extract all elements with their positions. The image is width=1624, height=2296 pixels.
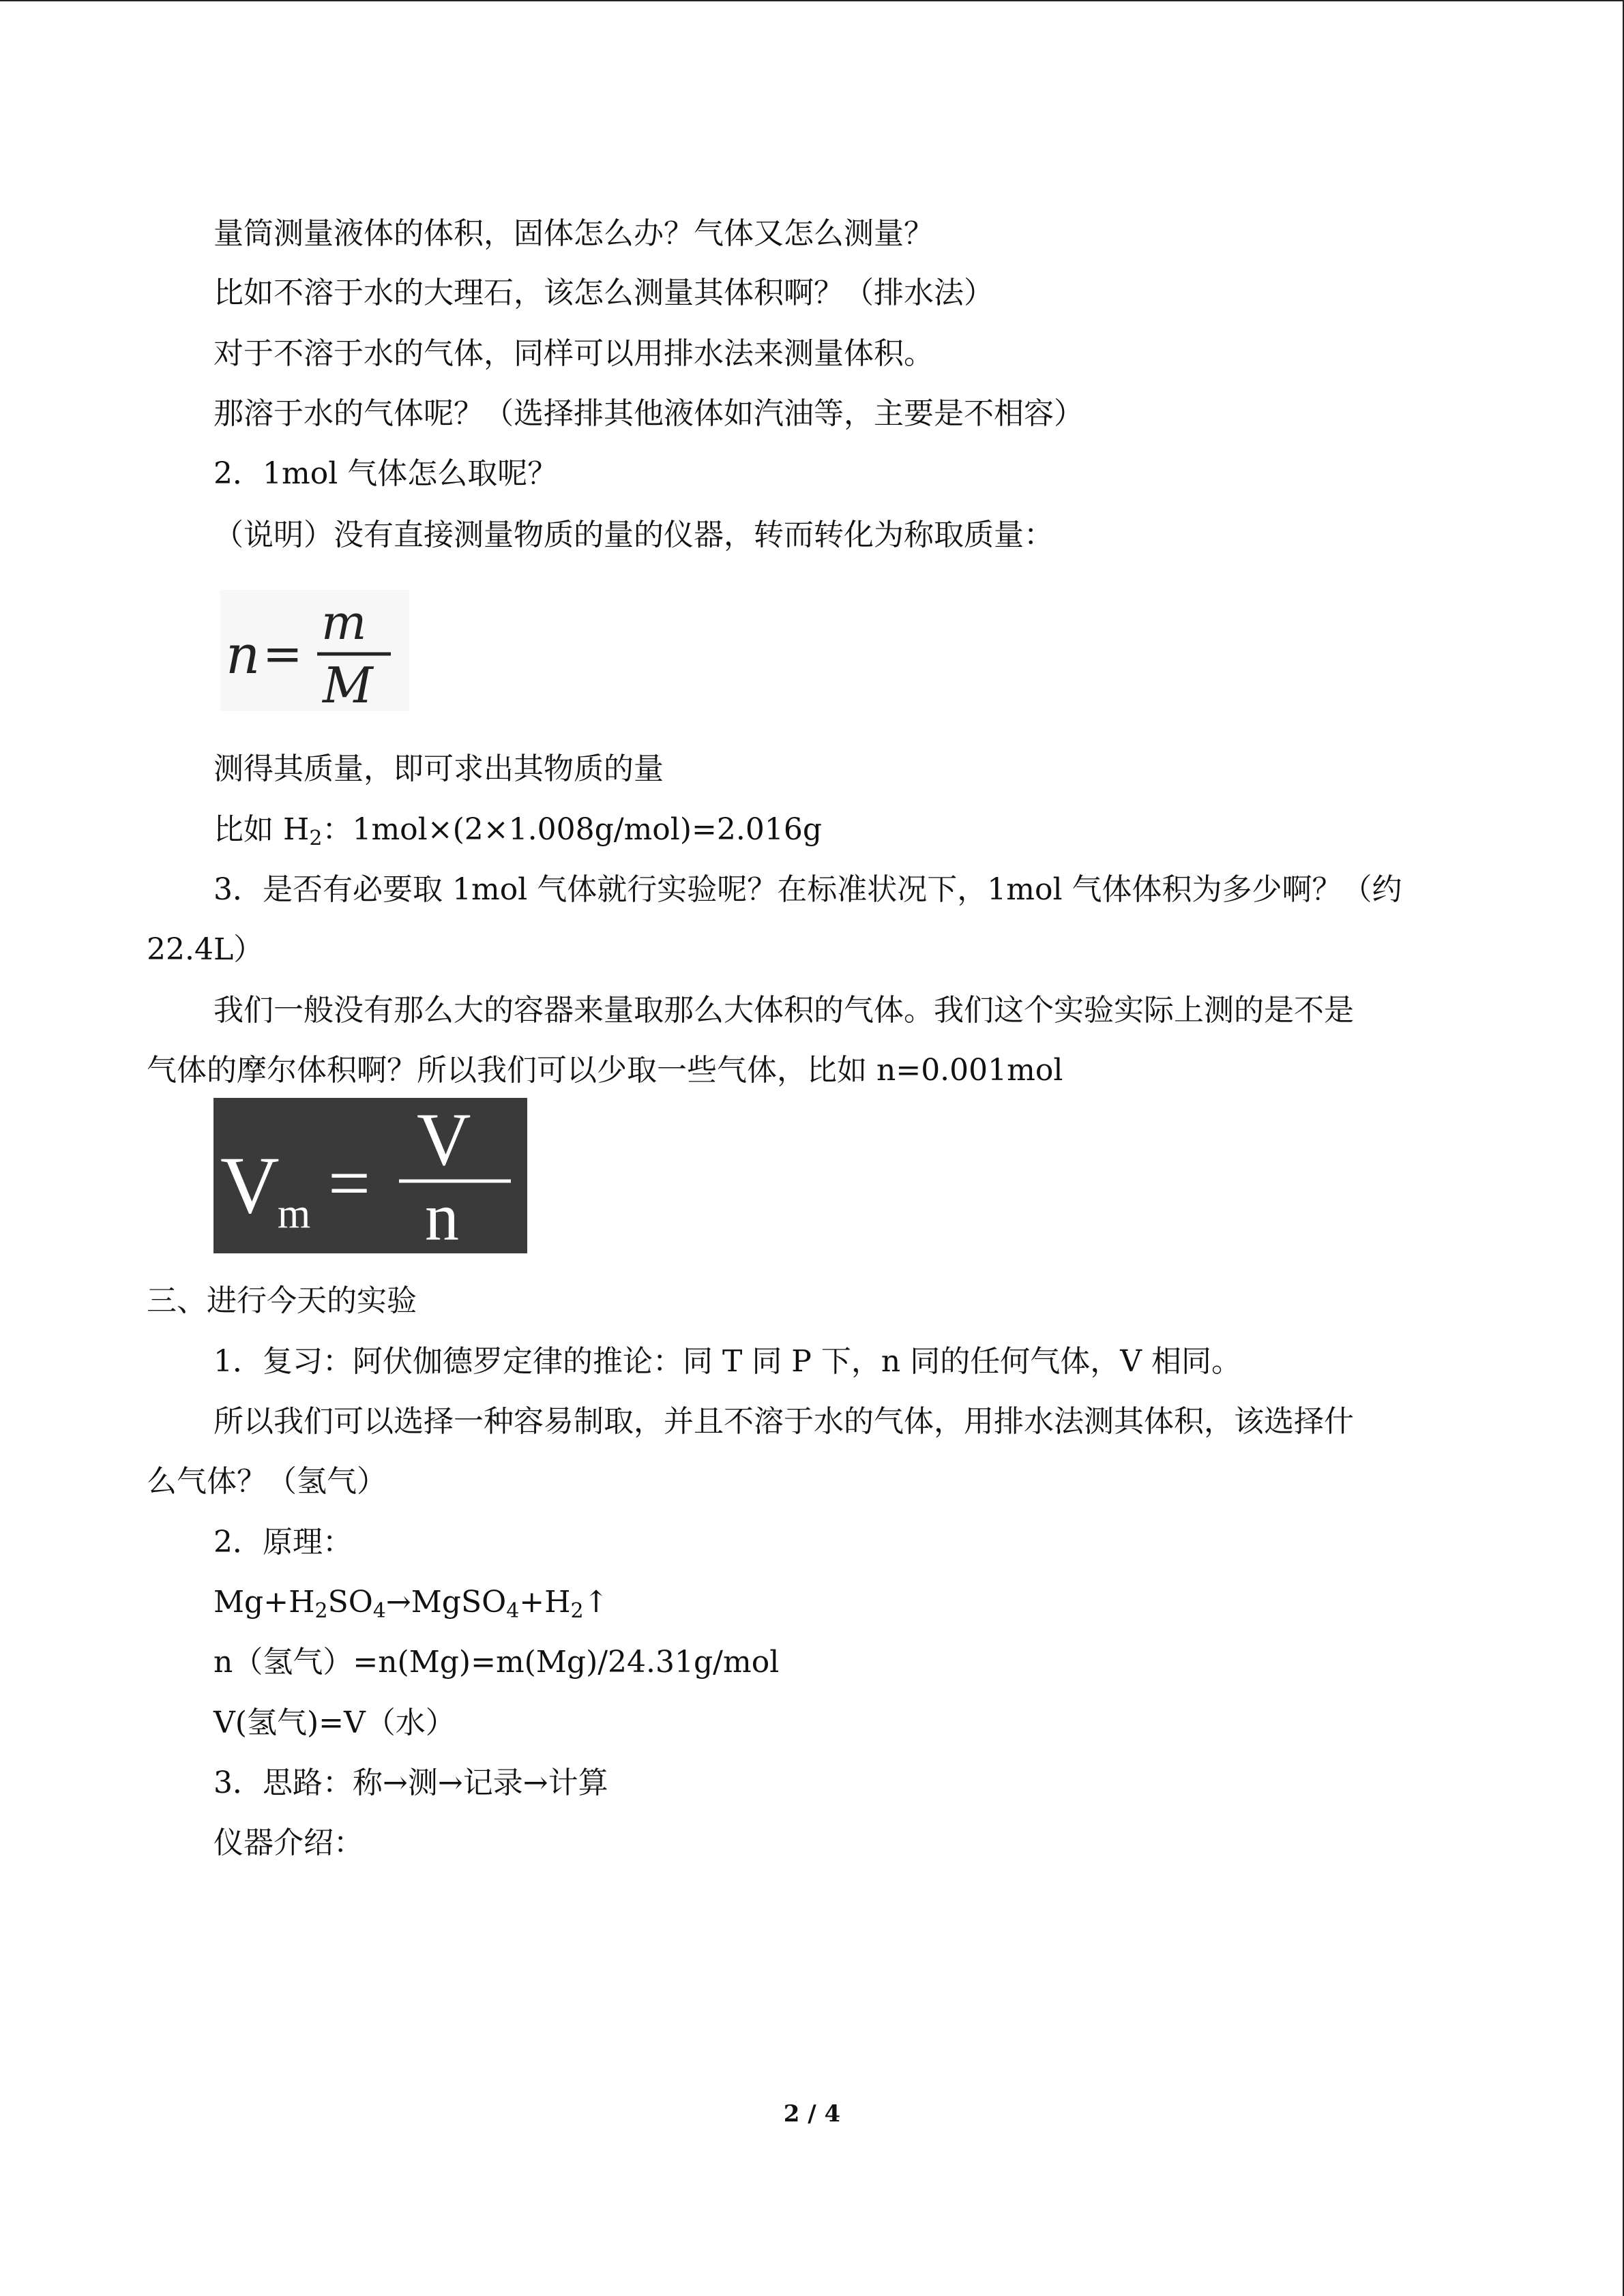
formula-n-image — [220, 590, 409, 711]
section-heading: 三、进行今天的实验 — [147, 1283, 417, 1318]
page-top-border — [0, 0, 1623, 1]
reaction-equation: $Mg+H_2SO_4\to MgSO_4+H_2↑$ — [213, 1585, 609, 1623]
h2-example-line: 比如 $H_2$：1mol×(2×1.008g/mol)=2.016g — [213, 812, 823, 850]
paragraph-line: 3．思路：称→测→记录→计算 — [213, 1765, 608, 1800]
paragraph-line: 1．复习：阿伏伽德罗定律的推论：同 T 同 P 下，n 同的任何气体，V 相同。 — [213, 1344, 1241, 1379]
formula-vm-image — [213, 1098, 527, 1253]
paragraph-line: 比如不溶于水的大理石，该怎么测量其体积啊？（排水法） — [213, 275, 994, 310]
paragraph-line: 2．1mol 气体怎么取呢？ — [213, 456, 558, 491]
paragraph-line: 仪器介绍： — [213, 1825, 364, 1860]
formula-n-denominator: M — [323, 657, 373, 711]
paragraph-line: 3．是否有必要取 1mol 气体就行实验呢？在标准状况下，1mol 气体体积为多少啊？（约 — [213, 872, 1402, 907]
paragraph-line: 22.4L） — [147, 932, 264, 967]
formula-n-numerator: m — [321, 595, 367, 651]
formula-n-svg — [220, 590, 409, 711]
formula-vm-denominator: n — [425, 1179, 459, 1253]
formula-n-eq: = — [263, 626, 303, 682]
formula-vm-numerator: V — [417, 1098, 471, 1181]
paragraph-line: 量筒测量液体的体积，固体怎么办？气体又怎么测量？ — [213, 216, 934, 251]
paragraph-line: 所以我们可以选择一种容易制取，并且不溶于水的气体，用排水法测其体积，该选择什 — [213, 1404, 1354, 1439]
paragraph-line: 测得其质量，即可求出其物质的量 — [213, 751, 664, 786]
page-number: 2 / 4 — [783, 2100, 841, 2128]
formula-vm-eq: = — [328, 1142, 371, 1225]
paragraph-line: 我们一般没有那么大的容器来量取那么大体积的气体。我们这个实验实际上测的是不是 — [213, 993, 1354, 1028]
formula-vm-lhs: V — [220, 1139, 280, 1230]
paragraph-line: 气体的摩尔体积啊？所以我们可以少取一些气体，比如 n=0.001mol — [147, 1053, 1063, 1088]
paragraph-line: （说明）没有直接测量物质的量的仪器，转而转化为称取质量： — [213, 518, 1054, 552]
formula-vm-svg — [213, 1098, 527, 1253]
formula-vm-subscript: m — [278, 1191, 311, 1237]
paragraph-line: 对于不溶于水的气体，同样可以用排水法来测量体积。 — [213, 336, 934, 371]
paragraph-line: 2．原理： — [213, 1525, 353, 1560]
paragraph-line: 么气体？（氢气） — [147, 1464, 387, 1499]
paragraph-line: 那溶于水的气体呢？（选择排其他液体如汽油等，主要是不相容） — [213, 396, 1084, 431]
formula-n-lhs: n — [226, 625, 261, 686]
paragraph-line: n（氢气）=n(Mg)=m(Mg)/24.31g/mol — [213, 1645, 780, 1680]
paragraph-line: V(氢气)=V（水） — [213, 1705, 456, 1740]
